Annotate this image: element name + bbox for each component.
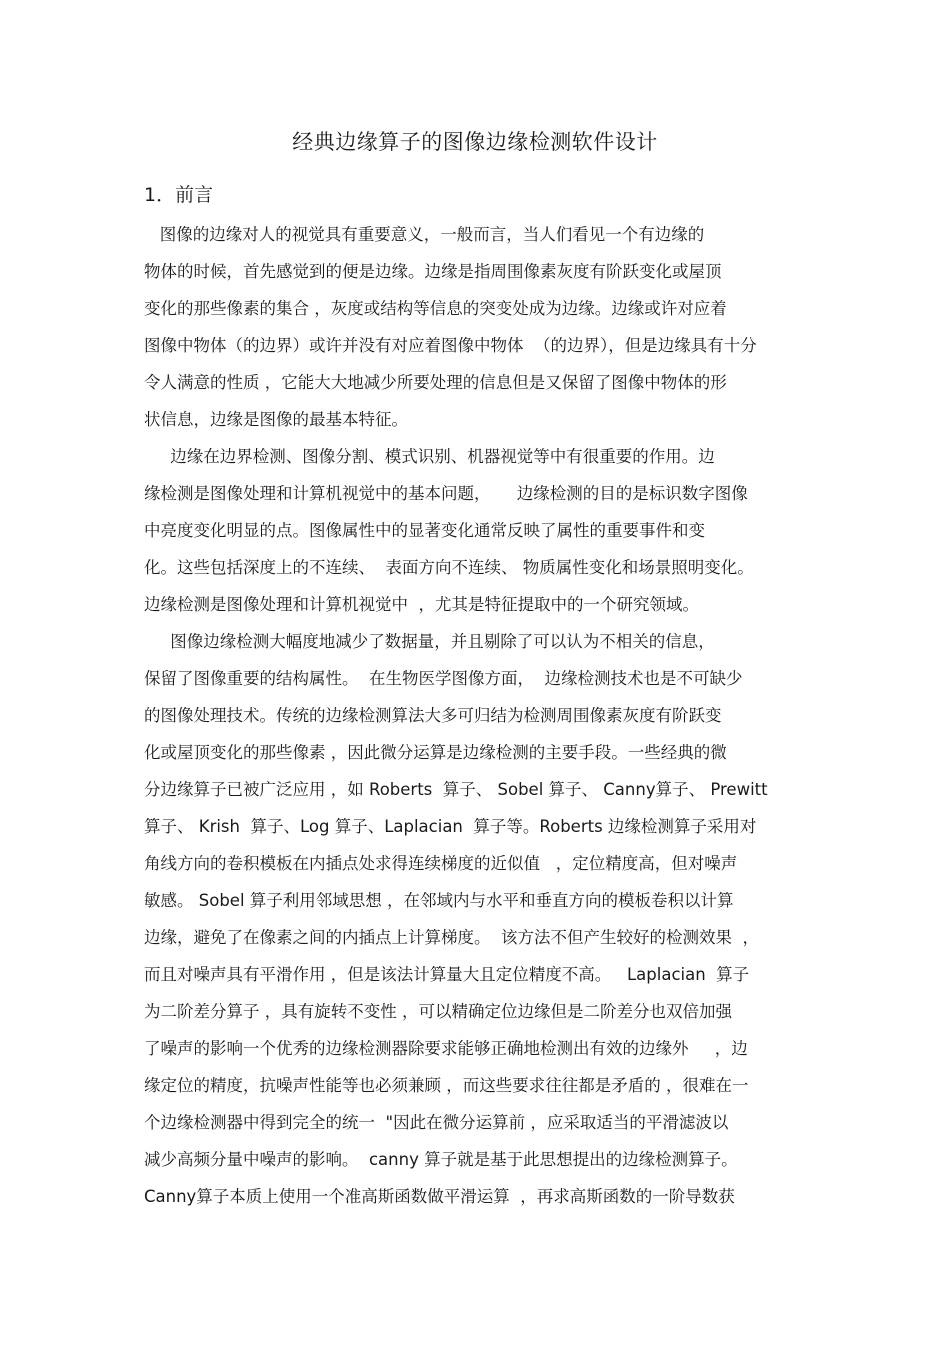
text-line: 而且对噪声具有平滑作用 ，但是该法计算量大且定位精度不高。 Laplacian 算子 <box>144 965 750 984</box>
text-line: 为二阶差分算子 ，具有旋转不变性 ，可以精确定位边缘但是二阶差分也双倍加强 <box>144 1002 732 1021</box>
text-line: 图像的边缘对人的视觉具有重要意义，一般而言，当人们看见一个有边缘的 <box>144 225 705 244</box>
text-line: 边缘在边界检测、图像分割、模式识别、机器视觉等中有很重要的作用。边 <box>144 447 715 466</box>
text-line: 令人满意的性质 ，它能大大地减少所要处理的信息但是又保留了图像中物体的形 <box>144 373 727 392</box>
section-heading: 1．前言 <box>144 184 214 206</box>
text-line: 化。这些包括深度上的不连续、 表面方向不连续、 物质属性变化和场景照明变化。 <box>144 558 754 577</box>
text-line: 变化的那些像素的集合 ，灰度或结构等信息的突变处成为边缘。边缘或许对应着 <box>144 299 727 318</box>
text-line: 减少高频分量中噪声的影响。 canny 算子就是基于此思想提出的边缘检测算子。 <box>144 1150 738 1169</box>
text-line: 物体的时候，首先感觉到的便是边缘。边缘是指周围像素灰度有阶跃变化或屋顶 <box>144 262 722 281</box>
text-line: 算子、 Krish 算子、Log 算子、Laplacian 算子等。Roberts 边缘检测算子采用对 <box>144 817 757 836</box>
text-line: 保留了图像重要的结构属性。 在生物医学图像方面， 边缘检测技术也是不可缺少 <box>144 669 743 688</box>
text-line: 图像边缘检测大幅度地减少了数据量，并且剔除了可以认为不相关的信息， <box>144 632 715 651</box>
text-line: 缘定位的精度，抗噪声性能等也必须兼顾 ，而这些要求往往都是矛盾的 ，很难在一 <box>144 1076 749 1095</box>
text-line: 个边缘检测器中得到完全的统一 "因此在微分运算前 ，应采取适当的平滑滤波以 <box>144 1113 729 1132</box>
document-title: 经典边缘算子的图像边缘检测软件设计 <box>292 130 658 154</box>
text-line: 化或屋顶变化的那些像素 ，因此微分运算是边缘检测的主要手段。一些经典的微 <box>144 743 727 762</box>
text-line: 了噪声的影响一个优秀的边缘检测器除要求能够正确地检测出有效的边缘外 ，边 <box>144 1039 748 1058</box>
text-line: 的图像处理技术。传统的边缘检测算法大多可归结为检测周围像素灰度有阶跃变 <box>144 706 722 725</box>
text-line: 缘检测是图像处理和计算机视觉中的基本问题， 边缘检测的目的是标识数字图像 <box>144 484 748 503</box>
text-line: 敏感。 Sobel 算子利用邻域思想 ，在邻域内与水平和垂直方向的模板卷积以计算 <box>144 891 734 910</box>
text-line: 中亮度变化明显的点。图像属性中的显著变化通常反映了属性的重要事件和变 <box>144 521 705 540</box>
text-line: Canny算子本质上使用一个准高斯函数做平滑运算 ，再求高斯函数的一阶导数获 <box>144 1187 735 1206</box>
text-line: 图像中物体（的边界）或许并没有对应着图像中物体 （的边界），但是边缘具有十分 <box>144 336 757 355</box>
text-line: 状信息，边缘是图像的最基本特征。 <box>144 410 408 429</box>
text-line: 分边缘算子已被广泛应用 ，如 Roberts 算子、 Sobel 算子、 Canny算子、 Prewitt <box>144 780 768 799</box>
text-line: 角线方向的卷积模板在内插点处求得连续梯度的近似值 ，定位精度高，但对噪声 <box>144 854 738 873</box>
text-line: 边缘检测是图像处理和计算机视觉中 ，尤其是特征提取中的一个研究领域。 <box>144 595 699 614</box>
text-line: 边缘，避免了在像素之间的内插点上计算梯度。 该方法不但产生较好的检测效果 ， <box>144 928 759 947</box>
